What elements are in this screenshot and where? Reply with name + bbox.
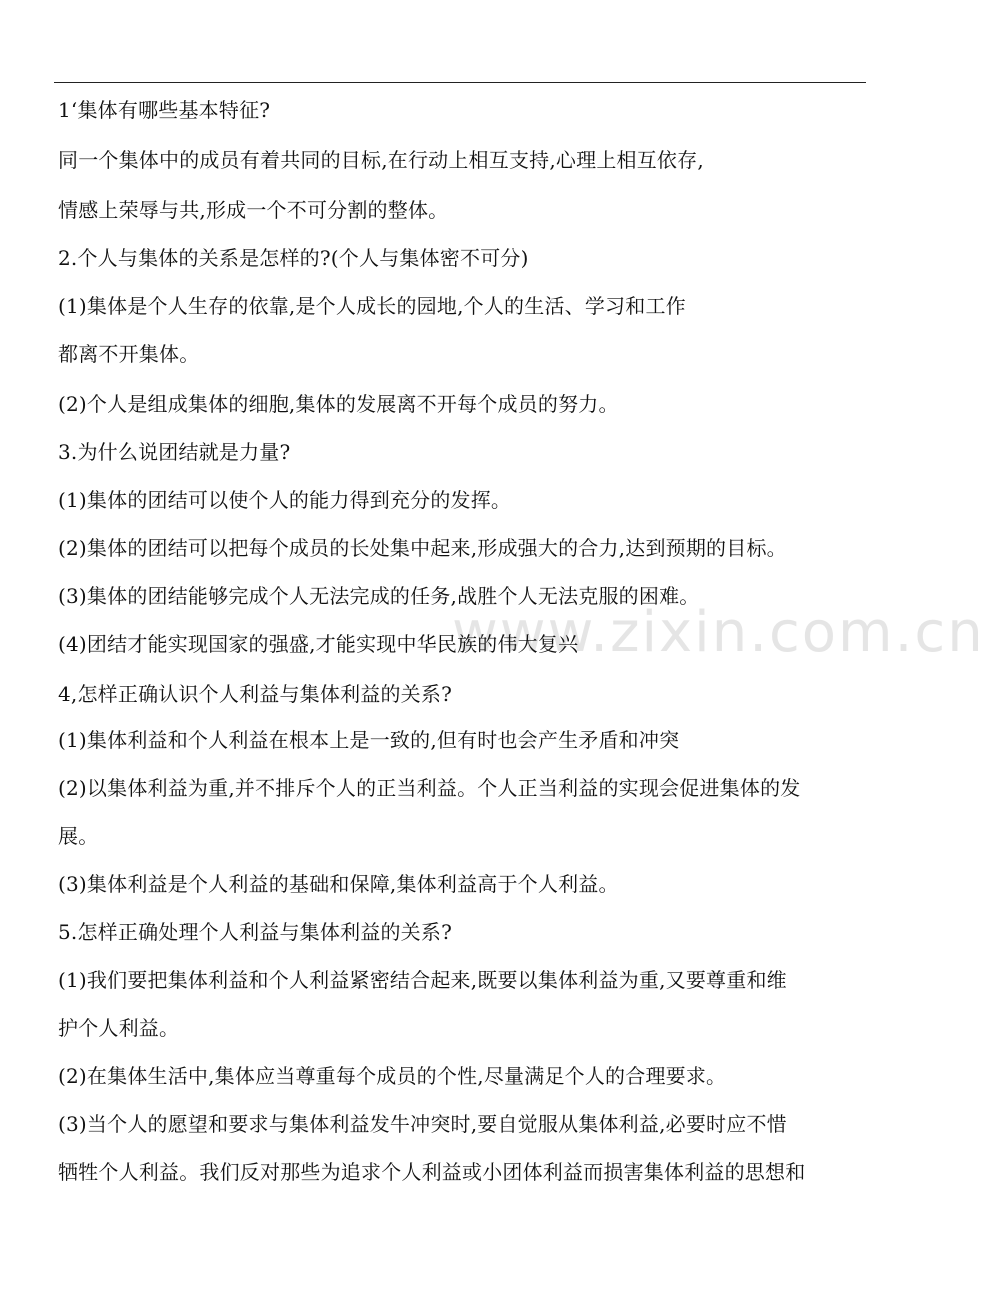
answer-5-point-1-line-1: (1)我们要把集体利益和个人利益紧密结合起来,既要以集体利益为重,又要尊重和维 [58, 968, 787, 992]
header-rule [54, 82, 866, 83]
question-3-title: 3.为什么说团结就是力量? [58, 440, 291, 464]
question-1-title: 1‘集体有哪些基本特征? [58, 98, 271, 122]
question-4-title: 4,怎样正确认识个人利益与集体利益的关系? [58, 682, 453, 706]
answer-3-point-4: (4)团结才能实现国家的强盛,才能实现中华民族的伟大复兴 [58, 632, 579, 656]
answer-1-line-1: 同一个集体中的成员有着共同的目标,在行动上相互支持,心理上相互依存, [58, 148, 704, 172]
question-2-title: 2.个人与集体的关系是怎样的?(个人与集体密不可分) [58, 246, 529, 270]
answer-4-point-3: (3)集体利益是个人利益的基础和保障,集体利益高于个人利益。 [58, 872, 619, 896]
answer-3-point-1: (1)集体的团结可以使个人的能力得到充分的发挥。 [58, 488, 512, 512]
answer-2-point-1-line-1: (1)集体是个人生存的依靠,是个人成长的园地,个人的生活、学习和工作 [58, 294, 686, 318]
watermark: www.zixin.com.cn [452, 600, 985, 665]
answer-5-point-3-line-2: 牺牲个人利益。我们反对那些为追求个人利益或小团体利益而损害集体利益的思想和 [58, 1160, 806, 1184]
answer-4-point-1: (1)集体利益和个人利益在根本上是一致的,但有时也会产生矛盾和冲突 [58, 728, 680, 752]
answer-3-point-3: (3)集体的团结能够完成个人无法完成的任务,战胜个人无法克服的困难。 [58, 584, 700, 608]
answer-4-point-2-line-2: 展。 [58, 824, 99, 848]
answer-2-point-2: (2)个人是组成集体的细胞,集体的发展离不开每个成员的努力。 [58, 392, 619, 416]
answer-5-point-1-line-2: 护个人利益。 [58, 1016, 180, 1040]
answer-1-line-2: 情感上荣辱与共,形成一个不可分割的整体。 [58, 198, 449, 222]
answer-4-point-2-line-1: (2)以集体利益为重,并不排斥个人的正当利益。个人正当利益的实现会促进集体的发 [58, 776, 801, 800]
answer-3-point-2: (2)集体的团结可以把每个成员的长处集中起来,形成强大的合力,达到预期的目标。 [58, 536, 787, 560]
answer-5-point-2: (2)在集体生活中,集体应当尊重每个成员的个性,尽量满足个人的合理要求。 [58, 1064, 727, 1088]
answer-2-point-1-line-2: 都离不开集体。 [58, 342, 200, 366]
answer-5-point-3-line-1: (3)当个人的愿望和要求与集体利益发牛冲突时,要自觉服从集体利益,必要时应不惜 [58, 1112, 787, 1136]
question-5-title: 5.怎样正确处理个人利益与集体利益的关系? [58, 920, 453, 944]
